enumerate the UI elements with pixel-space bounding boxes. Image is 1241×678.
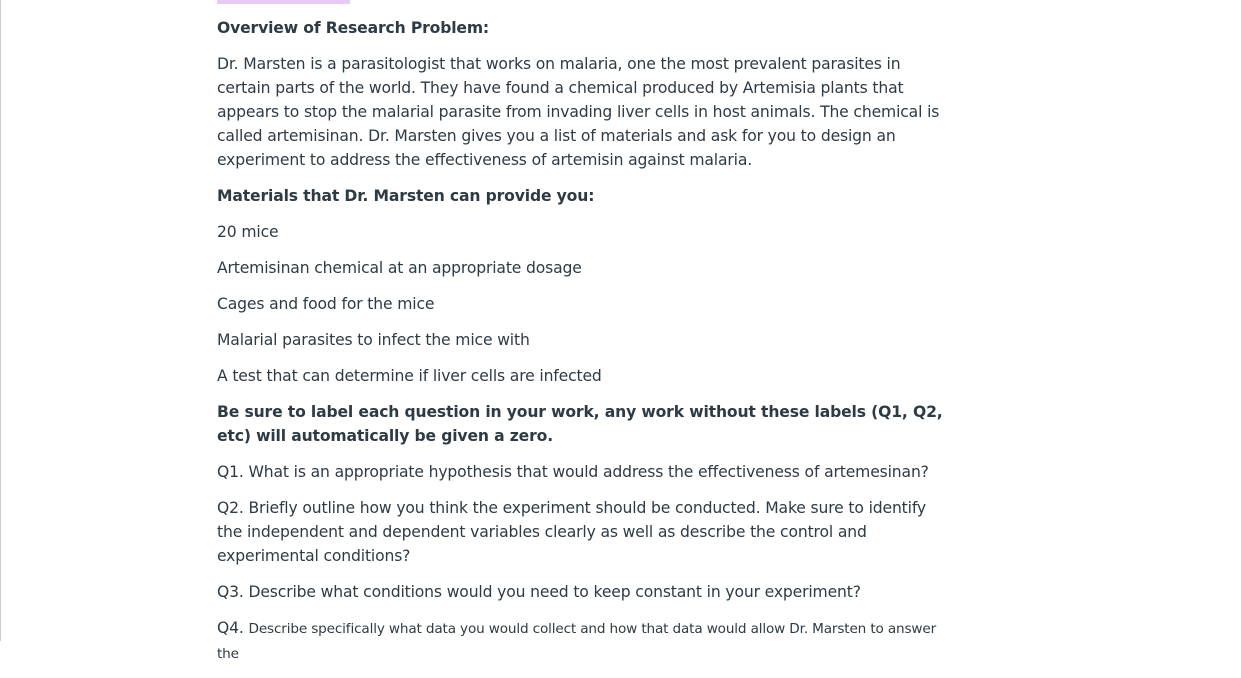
question-4-label: Q4. [217, 619, 244, 637]
page-left-border [0, 0, 1, 641]
question-2: Q2. Briefly outline how you think the experiment should be conducted. Make sure to identify the independent and dependent variables clearly as well as describe the control and experimental conditions? [217, 499, 926, 565]
labeling-instruction: Be sure to label each question in your work, any work without these labels (Q1, Q2, etc) will automatically be given a zero. [217, 403, 943, 445]
material-item: Artemisinan chemical at an appropriate dosage [217, 259, 582, 277]
overview-body: Dr. Marsten is a parasitologist that works on malaria, one the most prevalent parasites in certain parts of the world. They have found a chemical produced by Artemisia plants that appears to stop the malarial parasite from invading liver cells in host animals. The chemical is called artemisinan. Dr. Marsten gives you a list of materials and ask for you to design an experiment to address the effectiveness of artemisin against malaria. [217, 55, 940, 169]
question-4 [217, 616, 943, 666]
question-1: Q1. What is an appropriate hypothesis that would address the effectiveness of artemesinan? [217, 463, 929, 481]
assignment-content [217, 16, 943, 678]
material-item: Malarial parasites to infect the mice with [217, 331, 530, 349]
highlighted-text-remnant [217, 0, 350, 4]
material-item: 20 mice [217, 223, 279, 241]
overview-heading: Overview of Research Problem: [217, 19, 490, 37]
materials-heading: Materials that Dr. Marsten can provide you: [217, 187, 595, 205]
material-item: Cages and food for the mice [217, 295, 435, 313]
question-3: Q3. Describe what conditions would you need to keep constant in your experiment? [217, 583, 861, 601]
material-item: A test that can determine if liver cells are infected [217, 367, 602, 385]
question-4-text: Describe specifically what data you would collect and how that data would allow Dr. Marsten to answer the [217, 621, 937, 662]
